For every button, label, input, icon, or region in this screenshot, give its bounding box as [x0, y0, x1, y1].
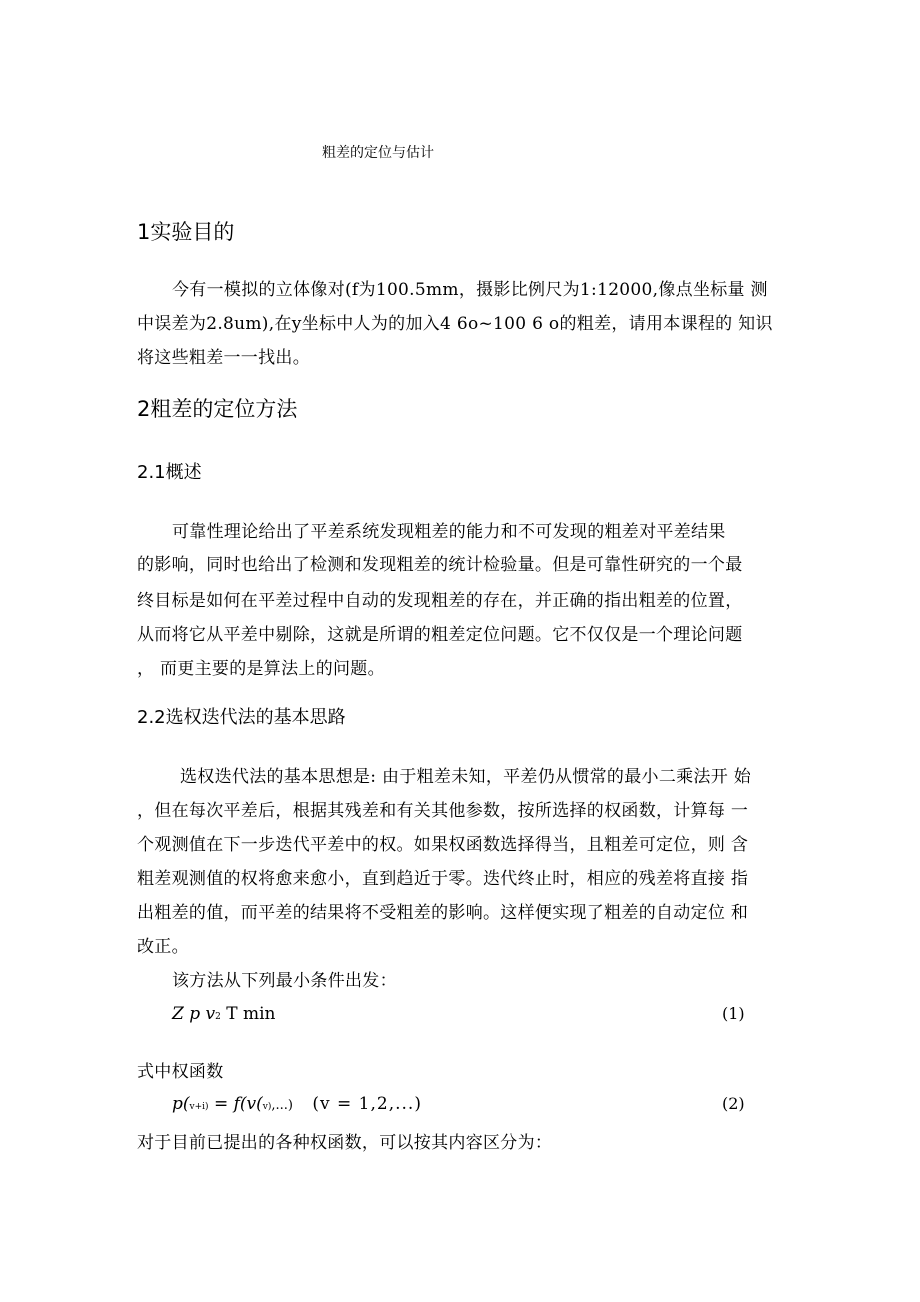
- formula-weight-function: [172, 1094, 422, 1114]
- subsection-heading-overview: 2.1概述: [137, 462, 202, 483]
- subsection-heading-iteration-method: 2.2选权迭代法的基本思路: [137, 707, 346, 728]
- closing-line: 对于目前已提出的各种权函数，可以按其内容区分为：: [137, 1133, 553, 1153]
- formula-range: (v = 1,2,...): [312, 1094, 422, 1114]
- formula-part: ,...): [271, 1098, 293, 1113]
- paragraph-line: 终目标是如何在平差过程中自动的发现粗差的存在，并正确的指出粗差的位置，: [137, 591, 743, 611]
- paragraph-line: 可靠性理论给出了平差系统发现粗差的能力和不可发现的粗差对平差结果: [172, 522, 726, 542]
- paragraph-line: ，但在每次平差后，根据其残差和有关其他参数，按所选择的权函数，计算每 一: [137, 801, 749, 821]
- weight-function-label: 式中权函数: [137, 1062, 224, 1082]
- formula-part: p(: [172, 1094, 190, 1114]
- paragraph-line: 今有一模拟的立体像对(f为100.5mm，摄影比例尺为1:12000,像点坐标量 测: [172, 280, 768, 300]
- paragraph-line: ， 而更主要的是算法上的问题。: [137, 659, 385, 679]
- formula-subscript: v+i): [189, 1102, 209, 1112]
- paragraph-line: 从而将它从平差中剔除，这就是所谓的粗差定位问题。它不仅仅是一个理论问题: [137, 625, 743, 645]
- paragraph-line: 中误差为2.8um),在y坐标中人为的加入4 6o~100 6 o的粗差，请用本课程的 知识: [137, 314, 773, 334]
- formula-subscript: v): [262, 1102, 272, 1112]
- paragraph-line: 改正。: [137, 937, 189, 957]
- paragraph-line: 将这些粗差一一找出。: [137, 348, 310, 368]
- paragraph-line: 个观测值在下一步迭代平差中的权。如果权函数选择得当，且粗差可定位，则 含: [137, 835, 749, 855]
- paragraph-line: 粗差观测值的权将愈来愈小，直到趋近于零。迭代终止时，相应的残差将直接 指: [137, 869, 749, 889]
- formula-subscript: 2: [215, 1012, 221, 1022]
- paragraph-line: 的影响，同时也给出了检测和发现粗差的统计检验量。但是可靠性研究的一个最: [137, 555, 743, 575]
- paragraph-line: 出粗差的值，而平差的结果将不受粗差的影响。这样便实现了粗差的自动定位 和: [137, 903, 749, 923]
- document-title: 粗差的定位与估计: [322, 145, 434, 161]
- formula-part: Z p v: [172, 1004, 216, 1024]
- section-heading-localization-methods: 2粗差的定位方法: [137, 397, 298, 421]
- formula-part: = f(v(: [213, 1094, 263, 1114]
- formula-part: T min: [226, 1004, 276, 1024]
- paragraph-line: 选权迭代法的基本思想是: 由于粗差未知，平差仍从惯常的最小二乘法开 始: [180, 767, 752, 787]
- section-heading-experiment-purpose: 1实验目的: [137, 220, 235, 244]
- equation-number: (2): [722, 1094, 745, 1113]
- formula-min-condition: [172, 1004, 276, 1024]
- equation-number: (1): [722, 1004, 745, 1023]
- condition-intro: 该方法从下列最小条件出发：: [172, 971, 397, 991]
